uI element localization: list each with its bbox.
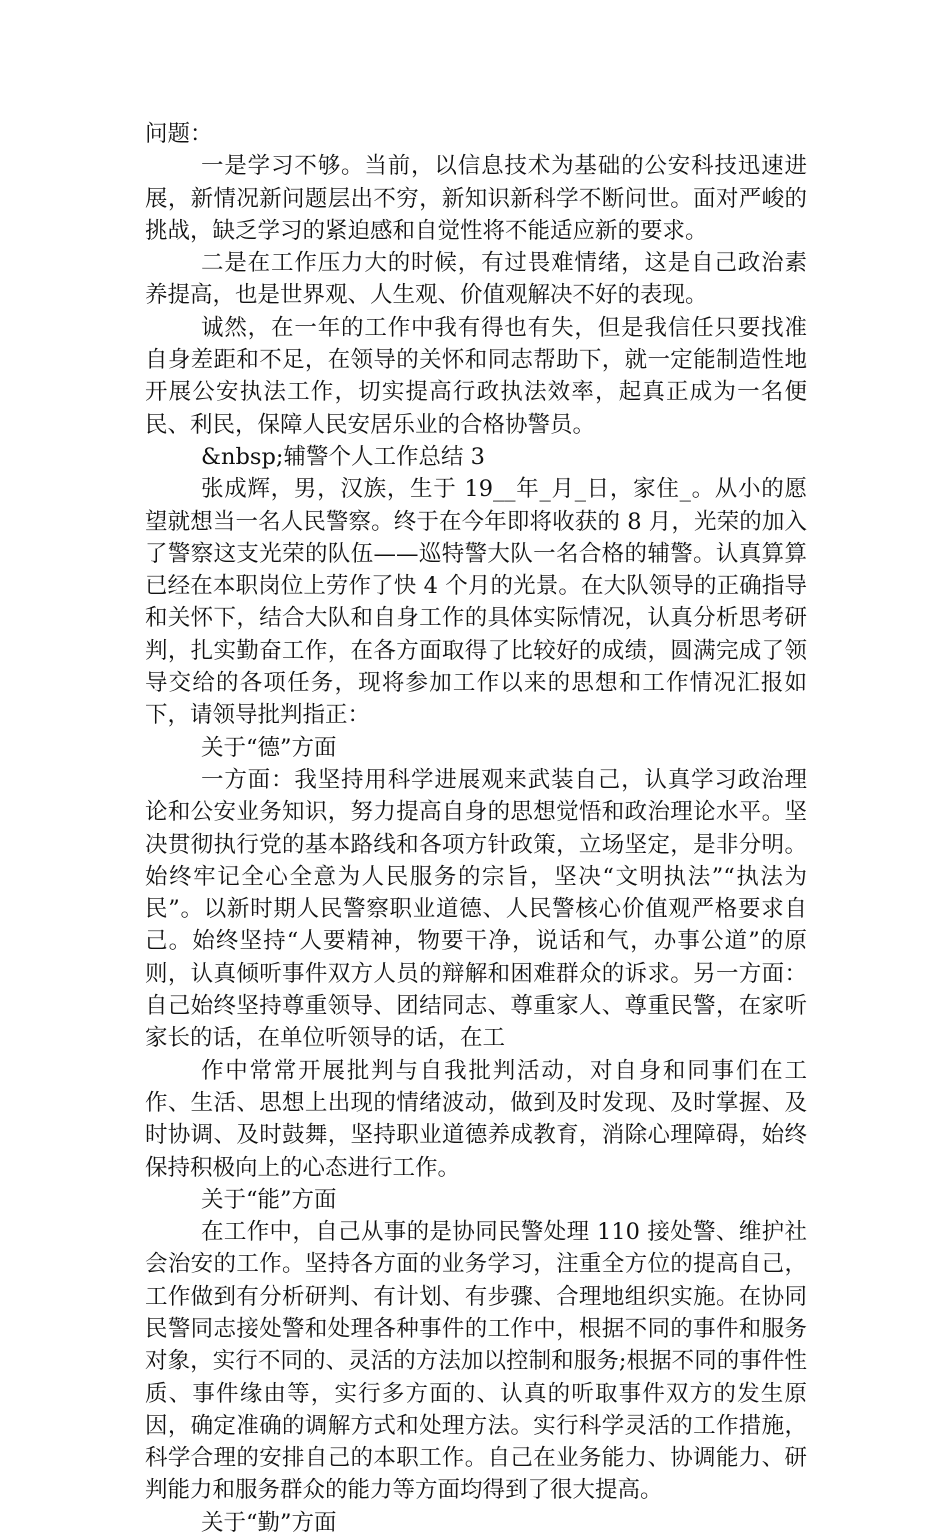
paragraph-conclusion: 诚然，在一年的工作中我有得也有失，但是我信任只要找准自身差距和不足，在领导的关怀和同志帮助下，就一定能制造性地开展公安执法工作，切实提高行政执法效率，起真正成为一名便民、利民，保障人民安居乐业的合格协警员。 [145, 314, 807, 438]
paragraph-pressure-difficulty: 二是在工作压力大的时候，有过畏难情绪，这是自己政治素养提高，也是世界观、人生观、价值观解决不好的表现。 [145, 250, 807, 309]
paragraph-introduction: 张成辉，男，汉族，生于 19__年_月_日，家住_。从小的愿望就想当一名人民警察。终于在今年即将收获的 8 月，光荣的加入了警察这支光荣的队伍——巡特警大队一名合格的辅警。认真算算已经在本职岗位上劳作了快 4 个月的光景。在大队领导的正确指导和关怀下，结合大队和自身工作的具体实际情况，认真分析思考研判，扎实勤奋工作，在各方面取得了比较好的成绩，圆满完成了领导交给的各项任务，现将参加工作以来的思想和工作情况汇报如下，请领导批判指正： [145, 476, 807, 729]
paragraph-problems-heading: 问题： [145, 121, 213, 147]
paragraph-morality-continued: 作中常常开展批判与自我批判活动，对自身和同事们在工作、生活、思想上出现的情绪波动，做到及时发现、及时掌握、及时协调、及时鼓舞，坚持职业道德养成教育，消除心理障碍，始终保持积极向上的心态进行工作。 [145, 1057, 807, 1181]
subheading-morality: 关于“德”方面 [201, 734, 337, 761]
section-heading-summary-3: &nbsp;辅警个人工作总结 3 [201, 443, 485, 470]
subheading-diligence: 关于“勤”方面 [201, 1509, 337, 1536]
subheading-ability: 关于“能”方面 [201, 1186, 337, 1213]
paragraph-ability: 在工作中，自己从事的是协同民警处理 110 接处警、维护社会治安的工作。坚持各方面的业务学习，注重全方位的提高自己，工作做到有分析研判、有计划、有步骤、合理地组织实施。在协同民警同志接处警和处理各种事件的工作中，根据不同的事件和服务对象，实行不同的、灵活的方法加以控制和服务;根据不同的事件性质、事件缘由等，实行多方面的、认真的听取事件双方的发生原因，确定准确的调解方式和处理方法。实行科学灵活的工作措施，科学合理的安排自己的本职工作。自己在业务能力、协调能力、研判能力和服务群众的能力等方面均得到了很大提高。 [145, 1219, 807, 1504]
paragraph-learning-insufficient: 一是学习不够。当前，以信息技术为基础的公安科技迅速进展，新情况新问题层出不穷，新知识新科学不断问世。面对严峻的挑战，缺乏学习的紧迫感和自觉性将不能适应新的要求。 [145, 153, 807, 244]
document-page [145, 118, 807, 1539]
paragraph-morality: 一方面：我坚持用科学进展观来武装自己，认真学习政治理论和公安业务知识，努力提高自身的思想觉悟和政治理论水平。坚决贯彻执行党的基本路线和各项方针政策，立场坚定，是非分明。始终牢记全心全意为人民服务的宗旨，坚决“文明执法”“执法为民”。以新时期人民警察职业道德、人民警核心价值观严格要求自己。始终坚持“人要精神，物要干净，说话和气，办事公道”的原则，认真倾听事件双方人员的辩解和困难群众的诉求。另一方面：自己始终坚持尊重领导、团结同志、尊重家人、尊重民警，在家听家长的话，在单位听领导的话，在工 [145, 766, 807, 1052]
